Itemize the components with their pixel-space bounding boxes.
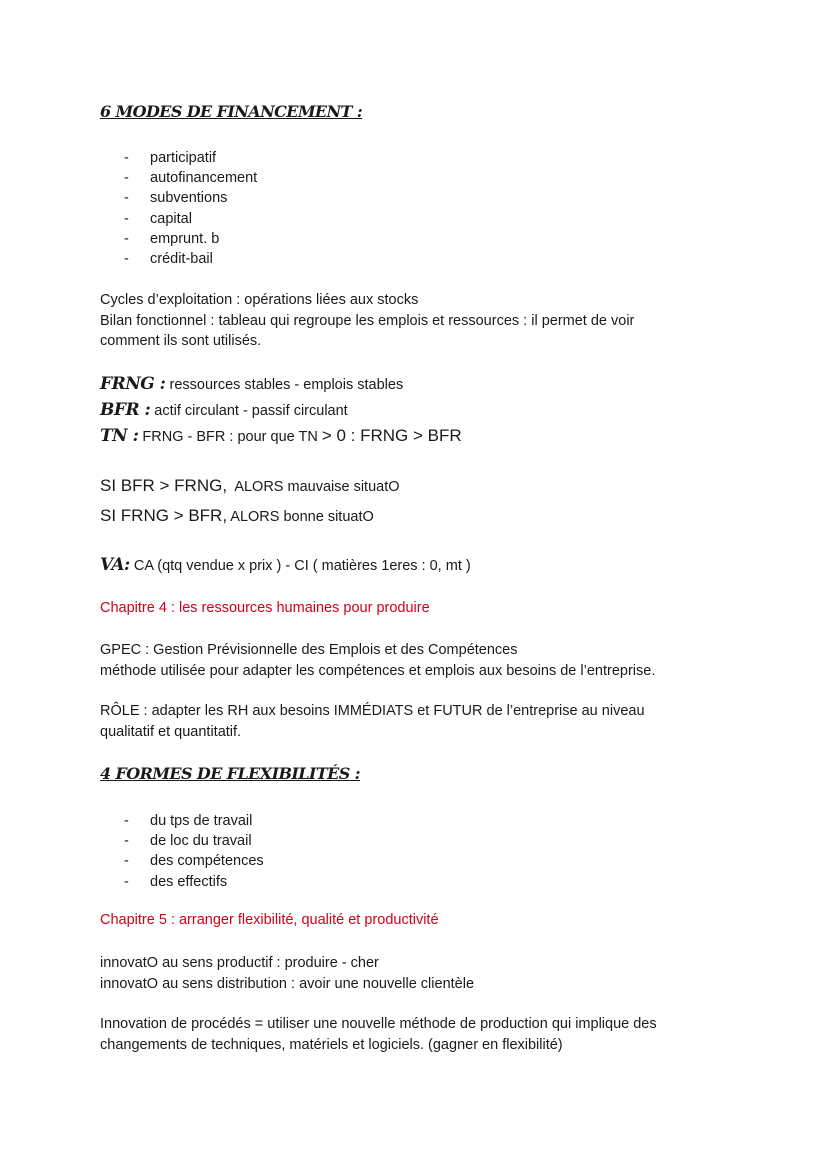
- procedes-block: [100, 1014, 657, 1055]
- condition-line-2: [100, 506, 374, 526]
- definition-line: Cycles d’exploitation : opérations liées aux stocks: [100, 292, 419, 308]
- tn-text-big: > 0 : FRNG > BFR: [321, 426, 462, 445]
- frng-text: ressources stables - emplois stables: [169, 377, 404, 393]
- flexibilites-list: [124, 811, 264, 892]
- role-block: [100, 701, 645, 742]
- condition-small: ALORS bonne situatO: [230, 509, 374, 525]
- chapter-5-title: Chapitre 5 : arranger flexibilité, qualité et productivité: [100, 912, 439, 928]
- tn-label: TN :: [100, 426, 139, 446]
- bfr-formula: [100, 400, 348, 420]
- condition-line-1: [100, 476, 400, 496]
- list-item: - des compétences: [124, 851, 264, 871]
- tn-formula: [100, 426, 462, 446]
- frng-formula: [100, 374, 403, 394]
- list-item: - emprunt. b: [124, 229, 257, 249]
- list-item: - de loc du travail: [124, 831, 264, 851]
- list-item: - crédit-bail: [124, 249, 257, 269]
- chapter-4-title: Chapitre 4 : les ressources humaines pour produire: [100, 600, 430, 616]
- gpec-line: GPEC : Gestion Prévisionnelle des Emplois et des Compétences: [100, 642, 518, 658]
- definition-line: comment ils sont utilisés.: [100, 333, 262, 349]
- list-item: - autofinancement: [124, 168, 257, 188]
- tn-text-small: FRNG - BFR : pour que TN: [142, 429, 318, 445]
- va-text: CA (qtq vendue x prix ) - CI ( matières 1eres : 0, mt ): [133, 558, 471, 574]
- condition-small: ALORS mauvaise situatO: [234, 479, 400, 495]
- bfr-label: BFR :: [100, 400, 151, 420]
- role-line: RÔLE : adapter les RH aux besoins IMMÉDIATS et FUTUR de l’entreprise au niveau: [100, 703, 645, 719]
- va-formula: [100, 555, 471, 575]
- frng-label: FRNG :: [100, 374, 166, 394]
- list-item: - des effectifs: [124, 872, 264, 892]
- list-item: - participatif: [124, 148, 257, 168]
- definitions-block: [100, 290, 634, 352]
- condition-big: SI FRNG > BFR,: [100, 506, 228, 525]
- list-item: - subventions: [124, 188, 257, 208]
- role-line: qualitatif et quantitatif.: [100, 723, 242, 740]
- list-item: - capital: [124, 209, 257, 229]
- procedes-line: Innovation de procédés = utiliser une nouvelle méthode de production qui implique des: [100, 1016, 657, 1032]
- financement-list: [124, 148, 257, 269]
- gpec-line: méthode utilisée pour adapter les compétences et emplois aux besoins de l’entreprise.: [100, 662, 656, 679]
- gpec-block: [100, 640, 655, 681]
- innovation-line: innovatO au sens distribution : avoir une nouvelle clientèle: [100, 975, 475, 992]
- condition-big: SI BFR > FRNG,: [100, 476, 228, 495]
- innovation-line: innovatO au sens productif : produire - cher: [100, 955, 379, 971]
- section-heading-flexibilites: 4 FORMES DE FLEXIBILITÉS :: [100, 764, 360, 783]
- list-item: - du tps de travail: [124, 811, 264, 831]
- innovation-block: [100, 953, 474, 994]
- bfr-text: actif circulant - passif circulant: [154, 403, 348, 419]
- section-heading-financement: 6 MODES DE FINANCEMENT :: [100, 102, 363, 121]
- definition-line: Bilan fonctionnel : tableau qui regroupe les emplois et ressources : il permet de voir: [100, 312, 635, 329]
- procedes-line: changements de techniques, matériels et logiciels. (gagner en flexibilité): [100, 1036, 563, 1053]
- va-label: VA:: [100, 555, 130, 575]
